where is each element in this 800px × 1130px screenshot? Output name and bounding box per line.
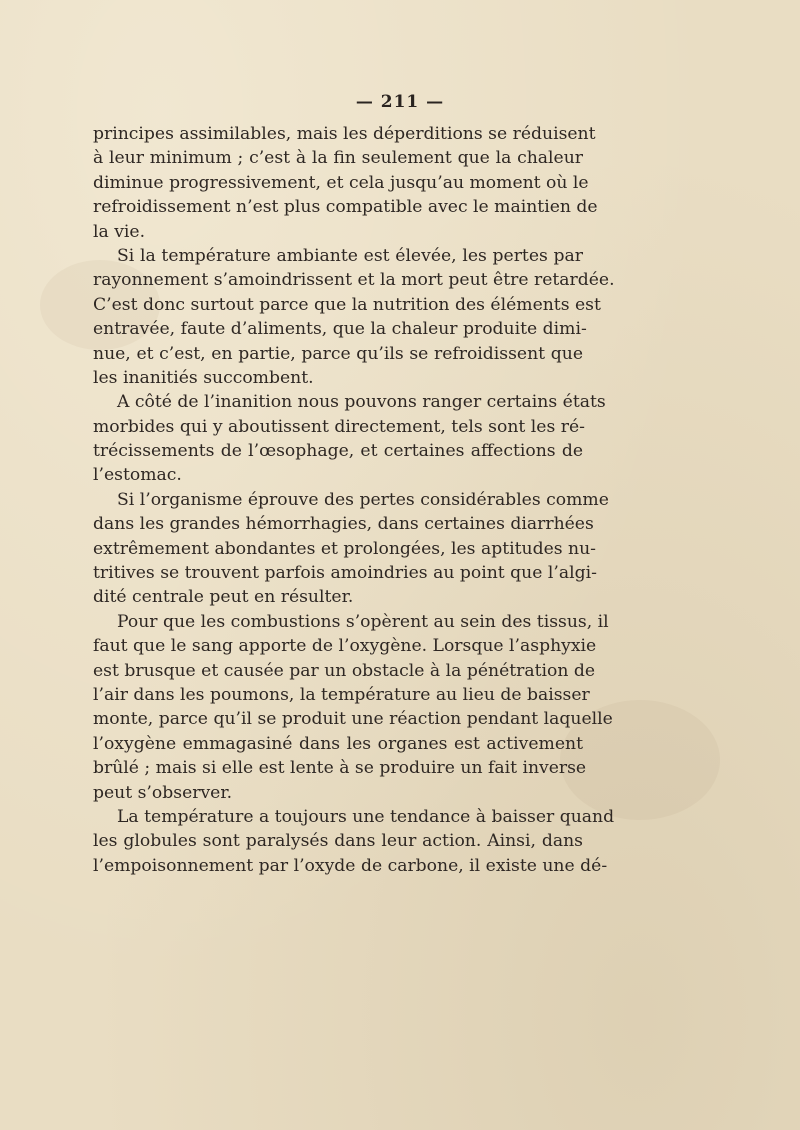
text-line: tritives se trouvent parfois amoindries au point que l’algi- [93,563,597,584]
text-line: C’est donc surtout parce que la nutrition des éléments est [93,294,601,315]
text-line: l’estomac. [93,465,182,486]
text-line: Si l’organisme éprouve des pertes considérables comme [117,489,609,510]
text-line: nue, et c’est, en partie, parce qu’ils se refroidissent que [93,343,583,364]
text-line: Pour que les combustions s’opèrent au sein des tissus, il [117,611,609,632]
text-line: monte, parce qu’il se produit une réaction pendant laquelle [93,709,613,730]
text-line: diminue progressivement, et cela jusqu’au moment où le [93,172,589,193]
text-line: la vie. [93,221,146,242]
text-line: A côté de l’inanition nous pouvons ranger certains états [117,392,606,413]
text-line: morbides qui y aboutissent directement, tels sont les ré- [93,416,585,437]
text-line: La température a toujours une tendance à baisser quand [117,806,615,827]
page-number: — 211 — [355,92,445,112]
text-line: rayonnement s’amoindrissent et la mort peut être retardée. [93,270,615,291]
text-line: dité centrale peut en résulter. [93,587,354,608]
text-line: entravée, faute d’aliments, que la chaleur produite dimi- [93,319,587,340]
text-line: extrêmement abondantes et prolongées, les aptitudes nu- [93,538,596,559]
body-text [93,122,615,878]
text-line: principes assimilables, mais les déperditions se réduisent [93,124,596,144]
text-line: est brusque et causée par un obstacle à la pénétration de [93,660,596,681]
text-line: faut que le sang apporte de l’oxygène. Lorsque l’asphyxie [93,636,597,657]
text-line: l’empoisonnement par l’oxyde de carbone, il existe une dé- [93,855,608,876]
text-line: les inanitiés succombent. [93,367,314,388]
text-line: Si la température ambiante est élevée, les pertes par [117,245,583,266]
text-line: peut s’observer. [93,782,233,803]
text-line: l’oxygène emmagasiné dans les organes est activement [93,733,583,754]
text-line: à leur minimum ; c’est à la fin seulement que la chaleur [93,148,583,169]
text-line: trécissements de l’œsophage, et certaines affections de [93,441,583,462]
text-line: dans les grandes hémorrhagies, dans certaines diarrhées [93,514,594,535]
text-line: les globules sont paralysés dans leur action. Ainsi, dans [93,831,583,852]
text-line: brûlé ; mais si elle est lente à se produire un fait inverse [93,758,587,779]
text-line: l’air dans les poumons, la température au lieu de baisser [93,684,590,705]
text-line: refroidissement n’est plus compatible avec le maintien de [93,197,598,218]
